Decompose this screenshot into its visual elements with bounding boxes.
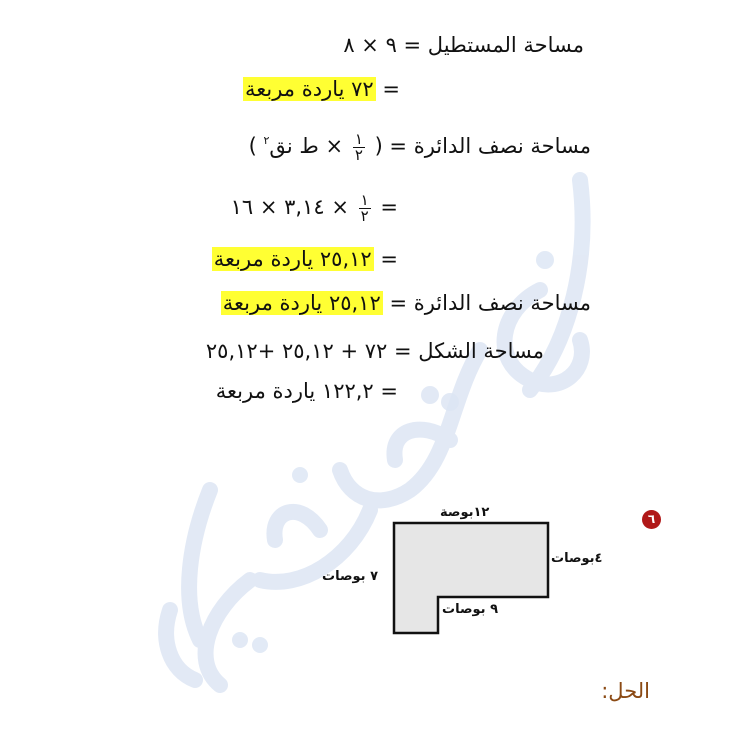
dimension-label-top: ١٢بوصة bbox=[440, 505, 490, 520]
semicircle-area-highlight: ٢٥,١٢ ياردة مربعة bbox=[222, 291, 381, 315]
dimension-label-right: ٤بوصات bbox=[551, 551, 603, 566]
semicircle-substitution-rhs: × ٣,١٤ × ١٦ bbox=[230, 195, 349, 219]
rect-area-text: مساحة المستطيل = ٩ × ٨ bbox=[343, 33, 584, 57]
closing-paren: ) bbox=[248, 134, 257, 158]
dimension-label-bottom: ٩ بوصات bbox=[442, 602, 499, 617]
semicircle-formula-rhs: × ط نق bbox=[269, 134, 344, 158]
semicircle-formula-lhs: مساحة نصف الدائرة = ( bbox=[374, 134, 591, 158]
fraction-denominator: ٢ bbox=[360, 206, 369, 225]
rect-result-highlight: ٧٢ ياردة مربعة bbox=[244, 77, 374, 101]
final-result-text: = ١٢٢,٢ ياردة مربعة bbox=[215, 379, 398, 403]
dimension-label-left: ٧ بوصات bbox=[322, 569, 379, 584]
fraction-numerator: ١ bbox=[354, 129, 363, 148]
fraction-numerator: ١ bbox=[360, 190, 369, 209]
problem-number-badge: ٦ bbox=[642, 510, 661, 529]
equals-sign: = bbox=[382, 77, 400, 101]
fraction-denominator: ٢ bbox=[354, 145, 363, 164]
semicircle-result-highlight: ٢٥,١٢ ياردة مربعة bbox=[213, 247, 372, 271]
equals-sign: = bbox=[380, 195, 398, 219]
equals-sign: = bbox=[380, 247, 398, 271]
squared-exponent: ٢ bbox=[263, 134, 270, 147]
solution-label: الحل: bbox=[601, 679, 650, 703]
shape-area-text: مساحة الشكل = ٧٢ + ٢٥,١٢ +٢٥,١٢ bbox=[205, 339, 544, 363]
semicircle-area-label: مساحة نصف الدائرة = bbox=[389, 291, 591, 315]
